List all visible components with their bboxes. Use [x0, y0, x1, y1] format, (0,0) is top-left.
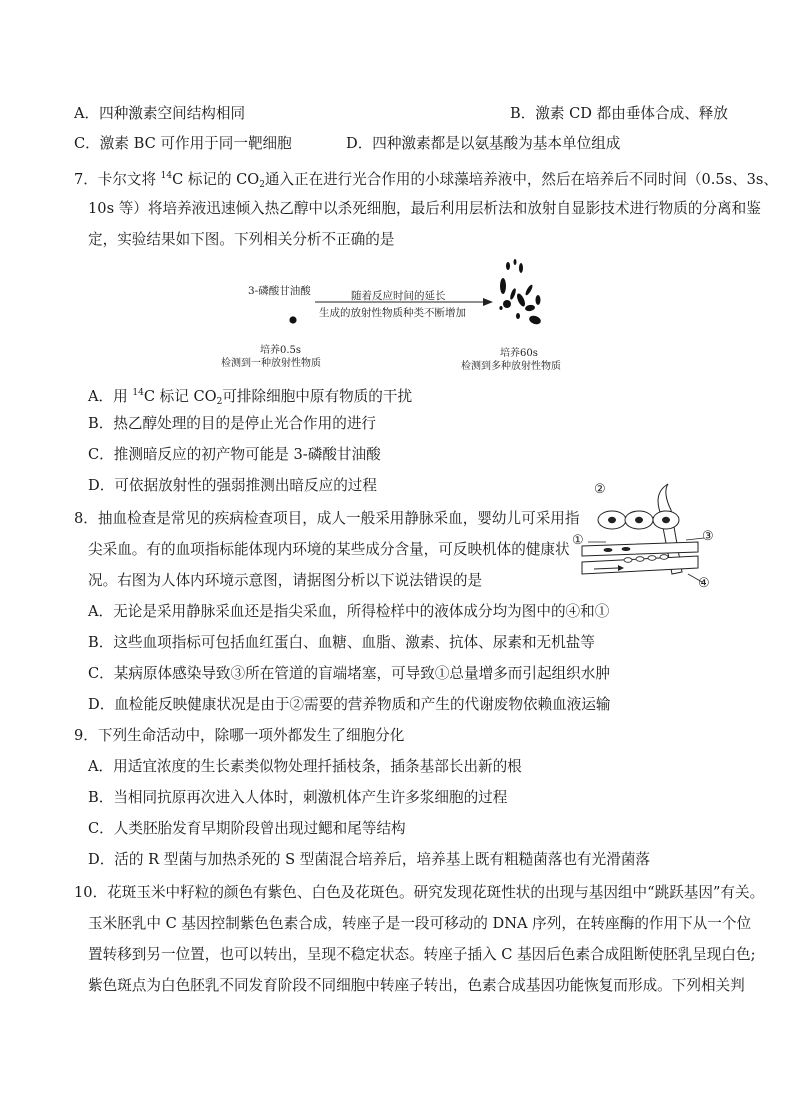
- q9-option-a: A．用适宜浓度的生长素类似物处理扦插枝条，插条基部长出新的根: [88, 758, 522, 775]
- q7-isotope-number: 14: [160, 171, 173, 181]
- q8-label-1: ①: [572, 533, 584, 548]
- q8-tissue-cell-3-nucleus: [662, 517, 670, 523]
- q10-line-4: 紫色斑点为白色胚乳不同发育阶段不同细胞中转座子转出，色素合成基因功能恢复而形成。下列相关判: [88, 977, 745, 994]
- q8-tissue-cell-2-nucleus: [635, 517, 643, 523]
- q7-spots-multiple: [499, 259, 542, 326]
- q7-stem-mid: C 标记的 CO: [172, 171, 260, 188]
- q7-stem-line-1: [74, 166, 778, 195]
- q7-stem-line-3: 定，实验结果如下图。下列相关分析不正确的是: [88, 231, 395, 248]
- q7-spot-single: [289, 316, 296, 323]
- q9-option-b: B．当相同抗原再次进入人体时，刺激机体产生许多浆细胞的过程: [88, 789, 508, 806]
- q7-option-a: [88, 383, 412, 412]
- q7-figure-right-caption-2: 检测到多种放射性物质: [461, 361, 561, 372]
- q8-stem-line-1: 8．抽血检查是常见的疾病检查项目，成人一般采用静脉采血，婴幼儿可采用指: [74, 510, 580, 527]
- q8-label-3: ③: [702, 529, 714, 544]
- q7-stem-line-2: 10s 等）将培养液迅速倾入热乙醇中以杀死细胞，最后利用层析法和放射自显影技术进行物质的分离和鉴: [88, 200, 761, 217]
- q7-figure-arrow-bottom-text: 生成的放射性物质种类不断增加: [319, 307, 466, 319]
- q7-option-a-post: 可排除细胞中原有物质的干扰: [222, 388, 413, 405]
- q7-option-a-mid: C 标记 CO: [143, 388, 217, 405]
- q7-option-c: C．推测暗反应的初产物可能是 3-磷酸甘油酸: [88, 446, 381, 463]
- q10-line-2: 玉米胚乳中 C 基因控制紫色色素合成，转座子是一段可移动的 DNA 序列，在转座酶的作用下从一个位: [88, 915, 752, 932]
- q6-option-b: B．激素 CD 都由垂体合成、释放: [510, 105, 728, 122]
- q8-stem-line-3: 况。右图为人体内环境示意图，请据图分析以下说法错误的是: [88, 572, 483, 589]
- q9-stem: 9．下列生命活动中，除哪一项外都发生了细胞分化: [74, 727, 405, 744]
- q8-figure-drawing: [568, 480, 718, 592]
- q7-option-d: D．可依据放射性的强弱推测出暗反应的过程: [88, 477, 377, 494]
- q8-option-b: B．这些血项指标可包括血红蛋白、血糖、血脂、激素、抗体、尿素和无机盐等: [88, 634, 595, 651]
- q8-stem-line-2: 尖采血。有的血项指标能体现内环境的某些成分含量，可反映机体的健康状: [88, 541, 570, 558]
- q7-stem-post: 通入正在进行光合作用的小球藻培养液中，然后在培养后不同时间（0.5s、3s、: [264, 171, 778, 188]
- q7-option-a-isotope: 14: [132, 388, 144, 398]
- q8-option-a: A．无论是采用静脉采血还是指尖采血，所得检样中的液体成分均为图中的④和①: [88, 603, 610, 620]
- q10-line-1: 10．花斑玉米中籽粒的颜色有紫色、白色及花斑色。研究发现花斑性状的出现与基因组中“跳跃基因”有关。: [74, 884, 765, 901]
- q7-figure-right-caption-1: 培养60s: [500, 348, 538, 359]
- q7-figure-left-top-label: 3-磷酸甘油酸: [248, 285, 311, 297]
- q6-option-a: A．四种激素空间结构相同: [74, 105, 246, 122]
- q8-option-d: D．血检能反映健康状况是由于②需要的营养物质和产生的代谢废物依赖血液运输: [88, 696, 611, 713]
- q8-label-4: ④: [698, 576, 710, 591]
- q8-option-c: C．某病原体感染导致③所在管道的盲端堵塞，可导致①总量增多而引起组织水肿: [88, 665, 610, 682]
- q9-option-c: C．人类胚胎发育早期阶段曾出现过鳃和尾等结构: [88, 820, 406, 837]
- q7-figure: [215, 258, 575, 373]
- q7-figure-arrowhead: [483, 298, 493, 306]
- q7-figure-left-caption-1: 培养0.5s: [260, 345, 302, 356]
- q6-option-d: D．四种激素都是以氨基酸为基本单位组成: [346, 135, 621, 152]
- q7-option-a-pre: A．用: [88, 388, 133, 405]
- q8-label-2: ②: [594, 482, 606, 497]
- q9-option-d: D．活的 R 型菌与加热杀死的 S 型菌混合培养后，培养基上既有粗糙菌落也有光滑菌落: [88, 851, 651, 868]
- q7-option-a-subscript: 2: [216, 397, 223, 407]
- q7-co2-subscript: 2: [259, 180, 265, 190]
- q7-figure-arrow-top-text: 随着反应时间的延长: [351, 290, 446, 302]
- q7-stem-pre: 7．卡尔文将: [74, 171, 161, 188]
- q10-line-3: 置转移到另一位置，也可以转出，呈现不稳定状态。转座子插入 C 基因后色素合成阻断使胚乳呈现白色;: [88, 946, 756, 963]
- q6-option-c: C．激素 BC 可作用于同一靶细胞: [74, 135, 292, 152]
- q7-figure-left-caption-2: 检测到一种放射性物质: [221, 358, 321, 369]
- q8-capillary-upper: [582, 542, 698, 556]
- q8-tissue-cell-1-nucleus: [608, 517, 616, 523]
- q8-figure: [568, 480, 718, 592]
- q7-option-b: B．热乙醇处理的目的是停止光合作用的进行: [88, 415, 377, 432]
